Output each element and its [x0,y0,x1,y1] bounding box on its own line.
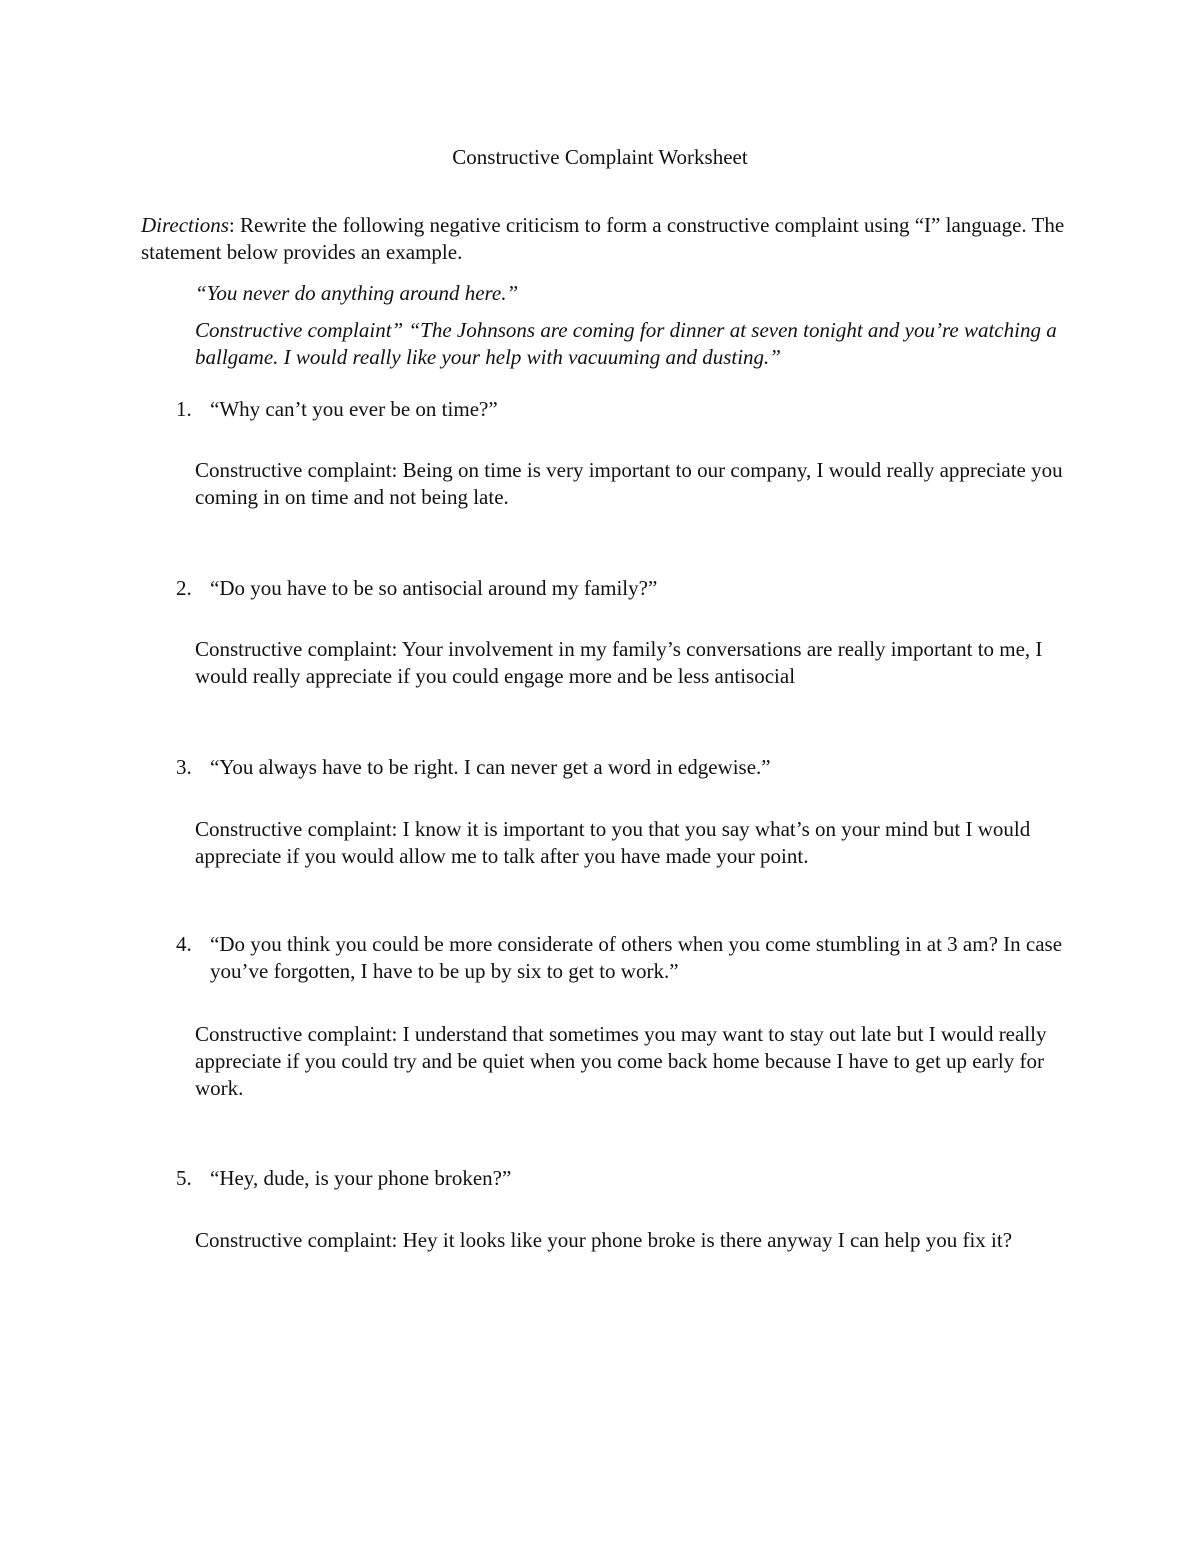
answer-item-4: Constructive complaint: I understand that sometimes you may want to stay out late but I would really appreciate if you could try and be quiet when you come back home because I have to get up early for work. [195,1022,1047,1100]
answer-item-5: Constructive complaint: Hey it looks like your phone broke is there anyway I can help you fix it? [195,1228,1013,1252]
directions-label: Directions [141,213,229,237]
question-text: “Why can’t you ever be on time?” [210,397,498,421]
question-text: “Do you think you could be more considerate of others when you come stumbling in at 3 am? In case you’ve forgotten, I have to be up by six to get to work.” [210,932,1063,983]
question-text: “You always have to be right. I can never get a word in edgewise.” [210,755,771,779]
question-number: 5. [176,1166,192,1190]
page-title: Constructive Complaint Worksheet [452,145,748,169]
question-number: 3. [176,755,192,779]
answer-item-1: Constructive complaint: Being on time is very important to our company, I would really appreciate you coming in on time and not being late. [195,458,1063,509]
example-criticism: “You never do anything around here.” [195,281,519,305]
question-text: “Hey, dude, is your phone broken?” [210,1166,512,1190]
answer-item-2: Constructive complaint: Your involvement in my family’s conversations are really important to me, I would really appreciate if you could engage more and be less antisocial [195,637,1043,688]
question-number: 4. [176,932,192,956]
question-text: “Do you have to be so antisocial around my family?” [210,576,658,600]
directions-paragraph [141,212,1071,266]
question-number: 1. [176,397,192,421]
question-number: 2. [176,576,192,600]
directions-text: : Rewrite the following negative criticism to form a constructive complaint using “I” language. The statement below provides an example. [141,213,1065,264]
answer-item-3: Constructive complaint: I know it is important to you that you say what’s on your mind but I would appreciate if you would allow me to talk after you have made your point. [195,817,1031,868]
example-complaint: Constructive complaint” “The Johnsons are coming for dinner at seven tonight and you’re watching a ballgame. I would really like your help with vacuuming and dusting.” [195,318,1057,369]
